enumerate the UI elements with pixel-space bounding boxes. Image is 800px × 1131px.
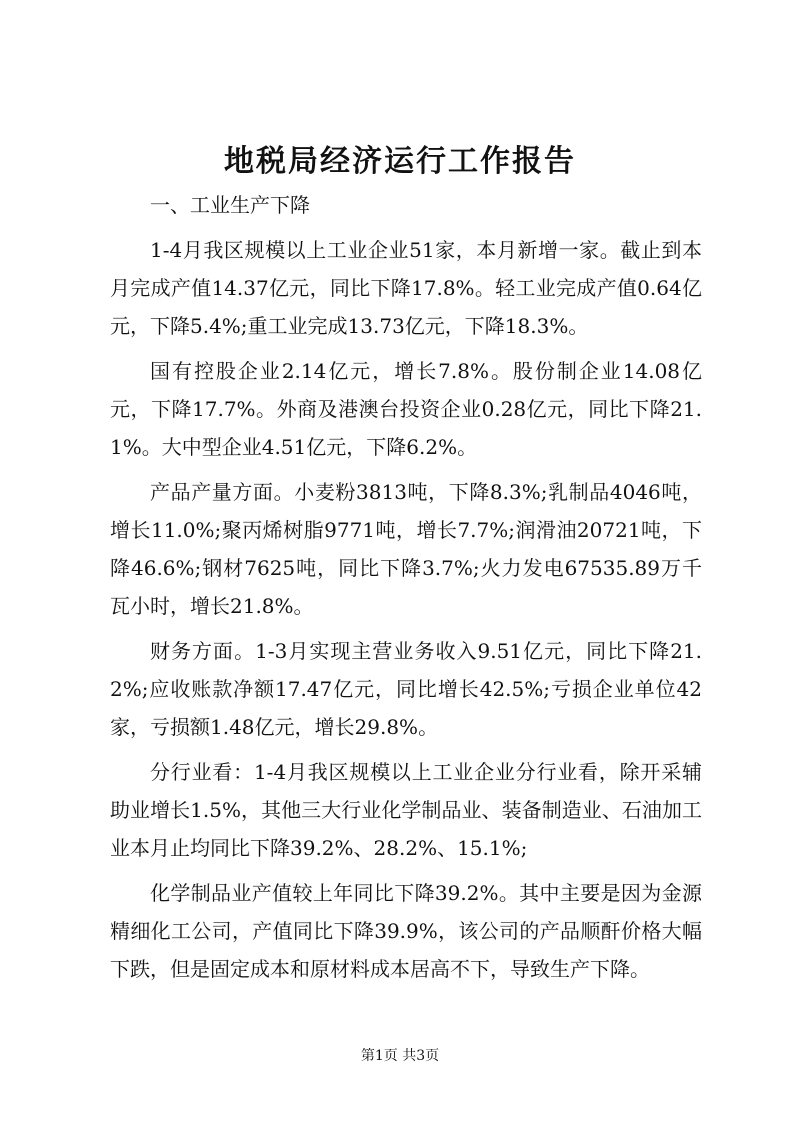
paragraph-industrial-output: 1-4月我区规模以上工业企业51家，本月新增一家。截止到本月完成产值14.37亿元，同比下降17.8%。轻工业完成产值0.64亿元，下降5.4%;重工业完成13.73亿元，下降18.3%。 <box>110 238 702 338</box>
page-footer: 第1页 共3页 <box>360 1048 440 1064</box>
paragraph-enterprise-types: 国有控股企业2.14亿元，增长7.8%。股份制企业14.08亿元，下降17.7%。外商及港澳台投资企业0.28亿元，同比下降21.1%。大中型企业4.51亿元，下降6.2%。 <box>110 359 702 459</box>
document-body <box>110 186 702 995</box>
paragraph-finance: 财务方面。1-3月实现主营业务收入9.51亿元，同比下降21.2%;应收账款净额17.47亿元，同比增长42.5%;亏损企业单位42家，亏损额1.48亿元，增长29.8%。 <box>110 639 702 739</box>
paragraph-product-output: 产品产量方面。小麦粉3813吨，下降8.3%;乳制品4046吨，增长11.0%;聚丙烯树脂9771吨，增长7.7%;润滑油20721吨，下降46.6%;钢材7625吨，同比下降3.7%;火力发电67535.89万千瓦小时，增长21.8%。 <box>110 480 702 618</box>
paragraph-by-industry: 分行业看：1-4月我区规模以上工业企业分行业看，除开采辅助业增长1.5%，其他三大行业化学制品业、装备制造业、石油加工业本月止均同比下降39.2%、28.2%、15.1%; <box>110 760 702 860</box>
document-title: 地税局经济运行工作报告 <box>224 144 576 179</box>
paragraph-chemical-industry: 化学制品业产值较上年同比下降39.2%。其中主要是因为金源精细化工公司，产值同比下降39.9%，该公司的产品顺酐价格大幅下跌，但是固定成本和原材料成本居高不下，导致生产下降。 <box>110 881 702 981</box>
section-heading: 一、工业生产下降 <box>150 193 310 217</box>
